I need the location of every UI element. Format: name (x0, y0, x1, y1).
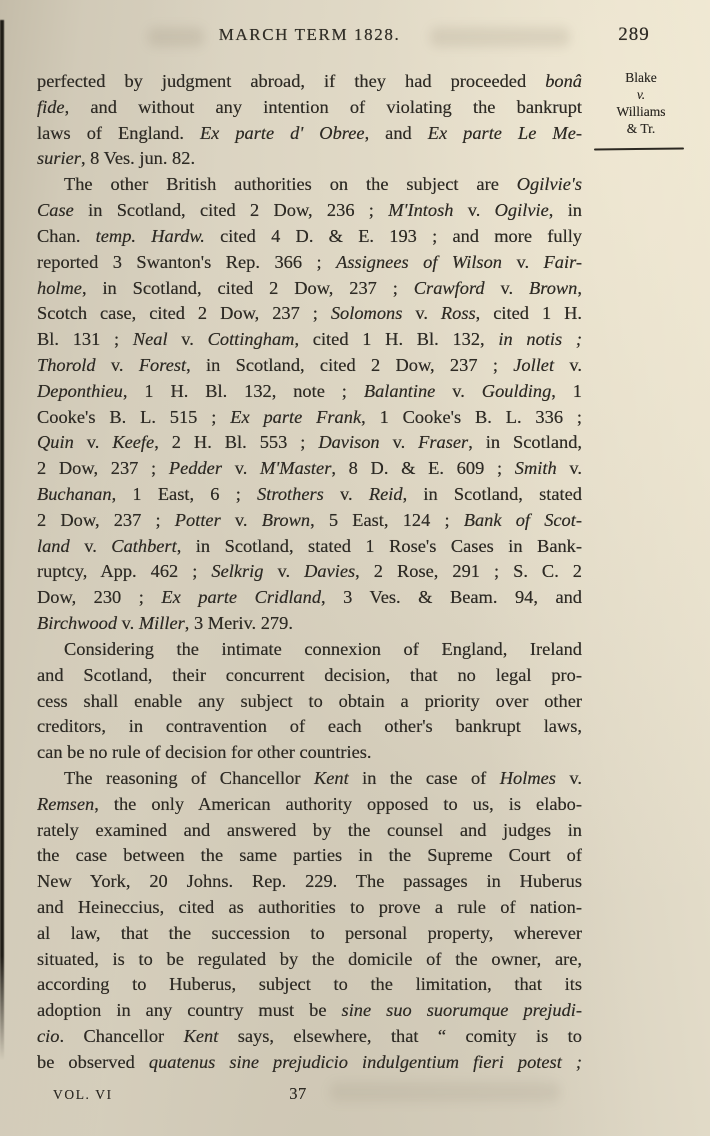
margin-note-lines (591, 69, 691, 137)
text-segment: cess shall enable any subject to obtain a priority over other (37, 690, 582, 711)
text-segment: Dow, 230 ; (37, 587, 162, 608)
text-line (37, 895, 582, 921)
text-segment: v. (453, 200, 495, 221)
text-segment: , in Scotland, cited 2 Dow, 237 ; (81, 277, 414, 298)
text-line (37, 689, 582, 715)
text-line (37, 198, 582, 224)
text-segment: in Scotland, cited 2 Dow, 236 ; (73, 200, 389, 221)
italic-text-segment: Remsen (37, 793, 95, 814)
text-line (37, 405, 582, 431)
text-segment: , cited 1 H. (475, 303, 582, 324)
text-segment: , in Scotland, stated (402, 484, 582, 504)
italic-text-segment: Solomons (330, 303, 403, 324)
text-line (37, 172, 582, 198)
italic-text-segment: M'Intosh (388, 200, 454, 221)
text-segment: , and (364, 122, 428, 143)
text-segment: v. (435, 380, 482, 401)
text-line (37, 1050, 582, 1076)
text-line (37, 766, 582, 792)
text-segment: situated, is to be regulated by the domicile of the owner, are, (37, 948, 582, 969)
italic-text-segment: cio (37, 1026, 60, 1047)
page-signature: 37 (289, 1084, 307, 1103)
text-line (37, 585, 582, 611)
italic-text-segment: Ex parte Cridland (161, 587, 322, 608)
text-segment: and Scotland, their concurrent decision, that no legal pro- (37, 664, 582, 685)
margin-note-line: v. (636, 87, 646, 102)
italic-text-segment: Bank of Scot- (463, 509, 582, 530)
text-segment: , in (548, 200, 582, 221)
text-line (37, 301, 582, 327)
text-segment: perfected by judgment abroad, if they had proceeded (37, 71, 546, 91)
text-segment: The reasoning of Chancellor (64, 767, 314, 788)
text-line (37, 843, 582, 869)
text-segment: , in Scotland, cited 2 Dow, 237 ; (186, 354, 514, 375)
italic-text-segment: in notis ; (498, 329, 582, 350)
text-segment: , 3 Meriv. 279. (184, 613, 293, 634)
text-line (37, 224, 582, 250)
italic-text-segment: land (37, 535, 70, 556)
text-line (37, 611, 582, 637)
italic-text-segment: temp. Hardw. (95, 225, 205, 246)
text-line (37, 508, 582, 534)
text-line (37, 637, 582, 663)
text-line (37, 559, 582, 585)
text-line (37, 947, 582, 973)
italic-text-segment: Strothers (257, 484, 324, 504)
italic-text-segment: Jollet (513, 354, 555, 375)
italic-text-segment: Keefe (112, 432, 155, 453)
text-segment: v. (167, 329, 208, 350)
italic-text-segment: Thorold (37, 354, 96, 375)
italic-text-segment: Deponthieu (37, 380, 123, 401)
volume-label: VOL. VI (53, 1087, 113, 1102)
italic-text-segment: Miller (138, 613, 185, 634)
italic-text-segment: Holmes (499, 767, 556, 788)
italic-text-segment: Goulding (481, 380, 552, 401)
text-line (37, 998, 582, 1024)
scan-edge-shadow (0, 20, 4, 1060)
page-number: 289 (618, 24, 650, 45)
text-segment: v. (73, 432, 113, 453)
italic-text-segment: Fair- (543, 251, 582, 272)
text-segment: cited 4 D. & E. 193 ; and more fully (204, 225, 582, 246)
text-line (37, 714, 582, 740)
text-line (37, 921, 582, 947)
text-segment: adoption in any country must be (37, 1000, 342, 1021)
text-segment: , in Scotland, stated 1 Rose's Cases in Bank- (176, 535, 582, 556)
text-segment: , 1 (551, 380, 582, 401)
text-segment: Bl. 131 ; (37, 329, 133, 350)
text-segment: according to Huberus, subject to the limitation, that its (37, 974, 582, 995)
text-line (37, 276, 582, 302)
text-segment: laws of England. (37, 122, 200, 143)
text-line (37, 379, 582, 405)
running-head: MARCH TERM 1828. (218, 25, 401, 44)
text-segment: v. (501, 251, 544, 272)
text-segment: Chan. (37, 225, 96, 246)
text-line (37, 456, 582, 482)
text-segment: al law, that the succession to personal property, wherever (37, 922, 582, 943)
text-segment: v. (221, 458, 260, 479)
text-line (37, 430, 582, 456)
italic-text-segment: Ogilvie (494, 200, 549, 221)
margin-note-case-name (591, 69, 691, 137)
margin-note-line: Blake (625, 70, 657, 85)
italic-text-segment: Neal (132, 329, 168, 350)
text-line (37, 250, 582, 276)
italic-text-segment: Davies (304, 561, 356, 582)
text-segment: can be no rule of decision for other countries. (37, 742, 372, 763)
text-segment: , 1 East, 6 ; (111, 484, 258, 504)
text-segment: v. (379, 432, 419, 453)
text-segment: says, elsewhere, that “ comity is to (218, 1026, 582, 1047)
italic-text-segment: Selkrig (211, 561, 264, 582)
italic-text-segment: Ross (440, 303, 476, 324)
italic-text-segment: Cathbert (111, 535, 177, 556)
text-segment: v. (484, 277, 530, 298)
text-segment: Scotch case, cited 2 Dow, 237 ; (37, 303, 331, 324)
text-segment: 2 Dow, 237 ; (37, 509, 175, 530)
text-segment: the case between the same parties in the Supreme Court of (37, 845, 582, 866)
body-text (37, 69, 582, 1076)
italic-text-segment: Reid (368, 484, 403, 504)
text-segment: 2 Dow, 237 ; (37, 458, 169, 479)
italic-text-segment: Cottingham (207, 329, 295, 350)
text-segment: . Chancellor (59, 1026, 184, 1047)
text-segment: rately examined and answered by the counsel and judges in (37, 819, 582, 840)
italic-text-segment: Ogilvie's (516, 174, 582, 195)
text-line (37, 1024, 582, 1050)
text-segment: and Heineccius, cited as authorities to prove a rule of nation- (37, 897, 582, 917)
text-segment: ruptcy, App. 462 ; (37, 561, 212, 582)
text-segment: , in Scotland, (468, 432, 582, 453)
italic-text-segment: Case (37, 200, 74, 221)
italic-text-segment: Buchanan (37, 484, 112, 504)
italic-text-segment: Fraser (418, 432, 469, 453)
text-segment: v. (220, 509, 262, 530)
text-segment: Cooke's B. L. 515 ; (37, 406, 231, 427)
text-segment: , (577, 277, 582, 298)
text-segment: , the only American authority opposed to us, is elabo- (94, 793, 582, 814)
italic-text-segment: Ex parte Frank (230, 406, 362, 427)
italic-text-segment: bonâ (545, 71, 582, 91)
italic-text-segment: fide (37, 96, 65, 117)
text-line (37, 534, 582, 560)
text-line (37, 69, 582, 95)
italic-text-segment: Crawford (413, 277, 485, 298)
text-line (37, 792, 582, 818)
italic-text-segment: Ex parte d' Obree (199, 122, 365, 143)
italic-text-segment: surier (37, 148, 81, 169)
margin-note-rule (594, 148, 684, 151)
text-segment: v. (402, 303, 441, 324)
italic-text-segment: Kent (313, 767, 349, 788)
text-line (37, 121, 582, 147)
text-segment: v. (263, 561, 305, 582)
text-segment: , and without any intention of violating the bankrupt (64, 96, 582, 117)
text-segment: v. (554, 354, 582, 375)
text-segment: , 3 Ves. & Beam. 94, and (321, 587, 582, 608)
text-line (37, 740, 582, 766)
margin-note-line: & Tr. (626, 121, 656, 136)
text-segment: v. (555, 767, 582, 788)
italic-text-segment: Assignees of Wilson (336, 251, 502, 272)
italic-text-segment: quatenus sine prejudicio indulgentium fieri potest ; (148, 1051, 582, 1072)
text-segment: in the case of (348, 767, 500, 788)
italic-text-segment: Davison (318, 432, 380, 453)
italic-text-segment: Potter (174, 509, 221, 530)
text-segment: New York, 20 Johns. Rep. 229. The passages in Huberus (37, 871, 582, 892)
text-line (37, 95, 582, 121)
italic-text-segment: Brown (529, 277, 578, 298)
italic-text-segment: Smith (514, 458, 557, 479)
text-segment: v. (323, 484, 369, 504)
text-segment: creditors, in contravention of each other's bankrupt laws, (37, 716, 582, 737)
text-segment: v. (95, 354, 139, 375)
italic-text-segment: M'Master (260, 458, 332, 479)
italic-text-segment: Kent (183, 1026, 219, 1047)
italic-text-segment: Brown (261, 509, 311, 530)
italic-text-segment: Pedder (168, 458, 222, 479)
show-through-smudge (330, 1082, 560, 1102)
text-segment: , 2 Rose, 291 ; S. C. 2 (355, 561, 582, 582)
italic-text-segment: Ex parte Le Me- (427, 122, 582, 143)
text-segment: , 8 D. & E. 609 ; (331, 458, 515, 479)
text-line (37, 818, 582, 844)
text-line (37, 869, 582, 895)
text-segment: , 8 Ves. jun. 82. (80, 148, 196, 169)
text-line (37, 663, 582, 689)
text-segment: , cited 1 H. Bl. 132, (294, 329, 499, 350)
text-segment: , 5 East, 124 ; (310, 509, 464, 530)
text-line (37, 146, 582, 172)
text-segment: be observed (37, 1051, 149, 1072)
text-segment: , 1 H. Bl. 132, note ; (122, 380, 364, 401)
text-line (37, 353, 582, 379)
italic-text-segment: sine suo suorumque prejudi- (341, 1000, 582, 1021)
text-segment: reported 3 Swanton's Rep. 366 ; (37, 251, 337, 272)
text-line (37, 972, 582, 998)
text-segment: The other British authorities on the subject are (64, 174, 517, 195)
text-segment: v. (69, 535, 112, 556)
text-segment: Considering the intimate connexion of England, Ireland (64, 638, 582, 659)
italic-text-segment: Balantine (363, 380, 436, 401)
italic-text-segment: Quin (37, 432, 74, 453)
text-segment: , 2 H. Bl. 553 ; (154, 432, 319, 453)
text-segment: v. (117, 613, 139, 634)
italic-text-segment: Birchwood (37, 613, 118, 634)
text-line (37, 482, 582, 508)
text-segment: , 1 Cooke's B. L. 336 ; (361, 406, 582, 427)
margin-note-line: Williams (616, 104, 666, 119)
italic-text-segment: Forest (138, 354, 187, 375)
text-line (37, 327, 582, 353)
italic-text-segment: holme (37, 277, 82, 298)
text-segment: v. (556, 458, 582, 479)
